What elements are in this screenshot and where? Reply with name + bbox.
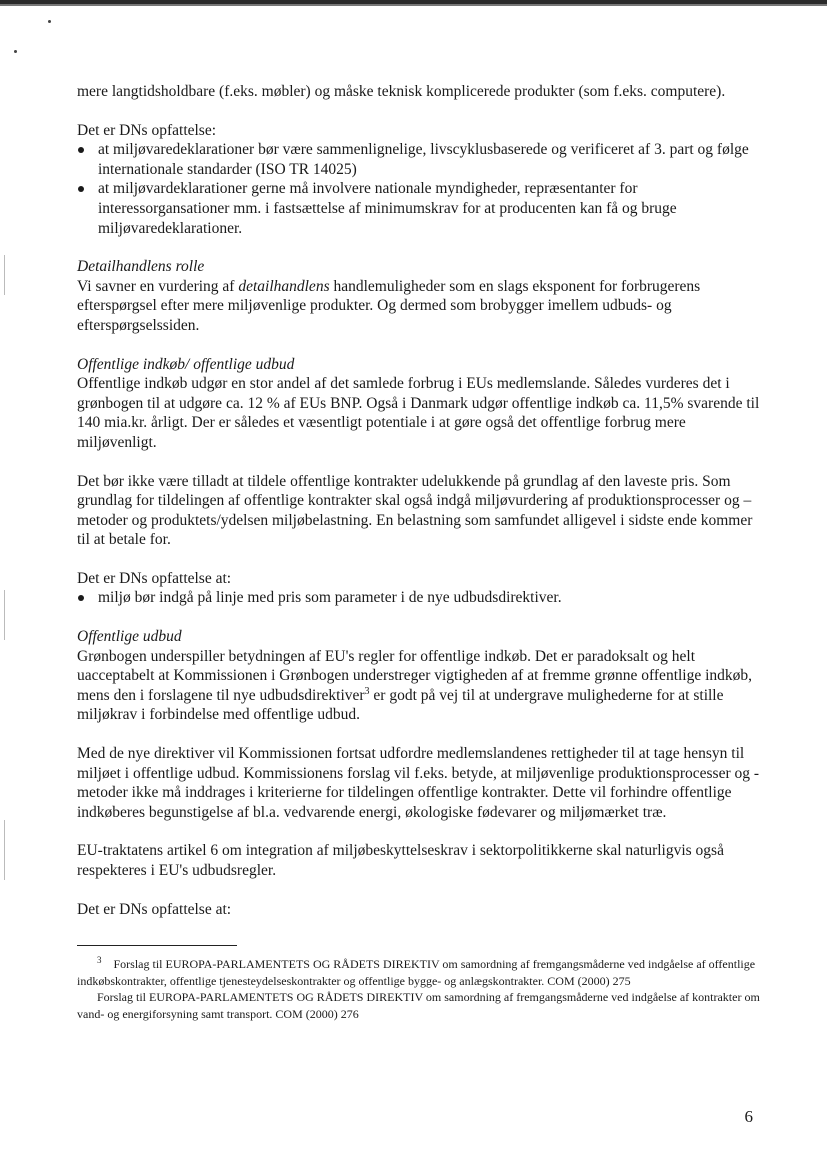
footnote-reference[interactable]: 3 [364, 685, 370, 697]
paragraph: mere langtidsholdbare (f.eks. møbler) og måske teknisk komplicerede produkter (som f.eks. computere). [77, 83, 726, 100]
emphasis: detailhandlens [238, 277, 330, 295]
text-span: handlemuligheder som en slags eksponent for forbrugerens efterspørgsel efter mere miljøvenlige produkter. Og dermed som brobygger imellem udbuds- og efterspørgselssiden. [77, 277, 701, 334]
footnotes [77, 956, 767, 1022]
text-span: Grønbogen underspiller betydningen af EU's regler for offentlige indkøb. Det er paradoksalt og helt uacceptabelt at Kommissionen i Grønbogen understreger vigtigheden af at fremme grønne offentlige indkøb, mens den i forslagene til nye udbudsdirektiver [77, 647, 753, 704]
footnote-text: Forslag til EUROPA-PARLAMENTETS OG RÅDETS DIREKTIV om samordning af fremgangsmåderne ved indgåelse af offentlige indkøbskontrakter, offentlige tjenesteydelseskontrakter og offentlige bygge- og anlægskontrakter. COM (2000) 275 [77, 957, 756, 988]
section-heading: Offentlige udbud [77, 628, 182, 646]
footnote-mark: 3 [97, 955, 102, 966]
footnote [77, 956, 767, 989]
paragraph [77, 647, 767, 725]
text-span: er godt på vej til at undergrave mulighederne for at stille miljøkrav i forbindelse med offentlige udbud. [77, 686, 724, 724]
footnote: Forslag til EUROPA-PARLAMENTETS OG RÅDETS DIREKTIV om samordning af fremgangsmåderne ved indgåelse af kontrakter om vand- og energiforsyning samt transport. COM (2000) 276 [77, 990, 760, 1021]
bullet-list [77, 140, 767, 238]
paragraph: Det er DNs opfattelse at: [77, 569, 232, 587]
paragraph: Offentlige indkøb udgør en stor andel af det samlede forbrug i EUs medlemslande. Således vurderes det i grønbogen til at udgøre ca. 12 % af EUs BNP. Også i Danmark udgør offentlige indkøb ca. 11,5% svarende til 140 mia.kr. årligt. Der er således et væsentligt potentiale i at gøre også det offentlige forbrug mere miljøvenligt. [77, 375, 760, 451]
bullet-list [77, 588, 767, 608]
scan-edge-mark [4, 820, 5, 880]
paragraph: Det er DNs opfattelse at: [77, 900, 232, 918]
paragraph: Med de nye direktiver vil Kommissionen fortsat udfordre medlemslandenes rettigheder til at tage hensyn til miljøet i offentlige udbud. Kommissionens forslag vil f.eks. betyde, at miljøvenlige produktionsprocesser og -metoder ikke må inddrages i kriterierne for tildelingen offentlige kontrakter. Dette vil forhindre offentlige indkøberes begunstigelse af bl.a. vedvarende energi, økologiske fødevarer og miljømærket træ. [77, 745, 760, 821]
paragraph: EU-traktatens artikel 6 om integration af miljøbeskyttelseskrav i sektorpolitikkerne skal naturligvis også respekteres i EU's udbudsregler. [77, 842, 724, 879]
section-heading: Detailhandlens rolle [77, 258, 205, 276]
paragraph: Det bør ikke være tilladt at tildele offentlige kontrakter udelukkende på grundlag af den laveste pris. Som grundlag for tildelingen af offentlige kontrakter skal også indgå miljøvurdering af produktionsprocesser og –metoder og produktets/ydelsen miljøbelastning. En belastning som samfundet alligevel i sidste ende kommer til at betale for. [77, 472, 753, 549]
list-item: at miljøvaredeklarationer bør være sammenlignelige, livscyklusbaserede og verificeret af 3. part og følge internationale standarder (ISO TR 14025) [77, 140, 767, 179]
scan-speck [48, 20, 51, 23]
page-number: 6 [744, 1107, 753, 1126]
footnote-separator [77, 945, 237, 946]
scan-speck [14, 50, 17, 53]
list-item: miljø bør indgå på linje med pris som parameter i de nye udbudsdirektiver. [77, 588, 767, 608]
paragraph: Det er DNs opfattelse: [77, 121, 217, 139]
scan-edge-mark [4, 590, 5, 640]
list-item: at miljøvardeklarationer gerne må involvere nationale myndigheder, repræsentanter for interessorgansationer mm. i fastsættelse af minimumskrav for at producenten kan få og bruge miljøvaredeklarationer. [77, 179, 767, 238]
text-span: Vi savner en vurdering af [77, 277, 239, 295]
scan-edge-mark [4, 255, 5, 295]
section-heading: Offentlige indkøb/ offentlige udbud [77, 355, 295, 373]
paragraph [77, 277, 767, 336]
scan-top-border-shadow [0, 4, 827, 6]
document-body [77, 82, 767, 1022]
